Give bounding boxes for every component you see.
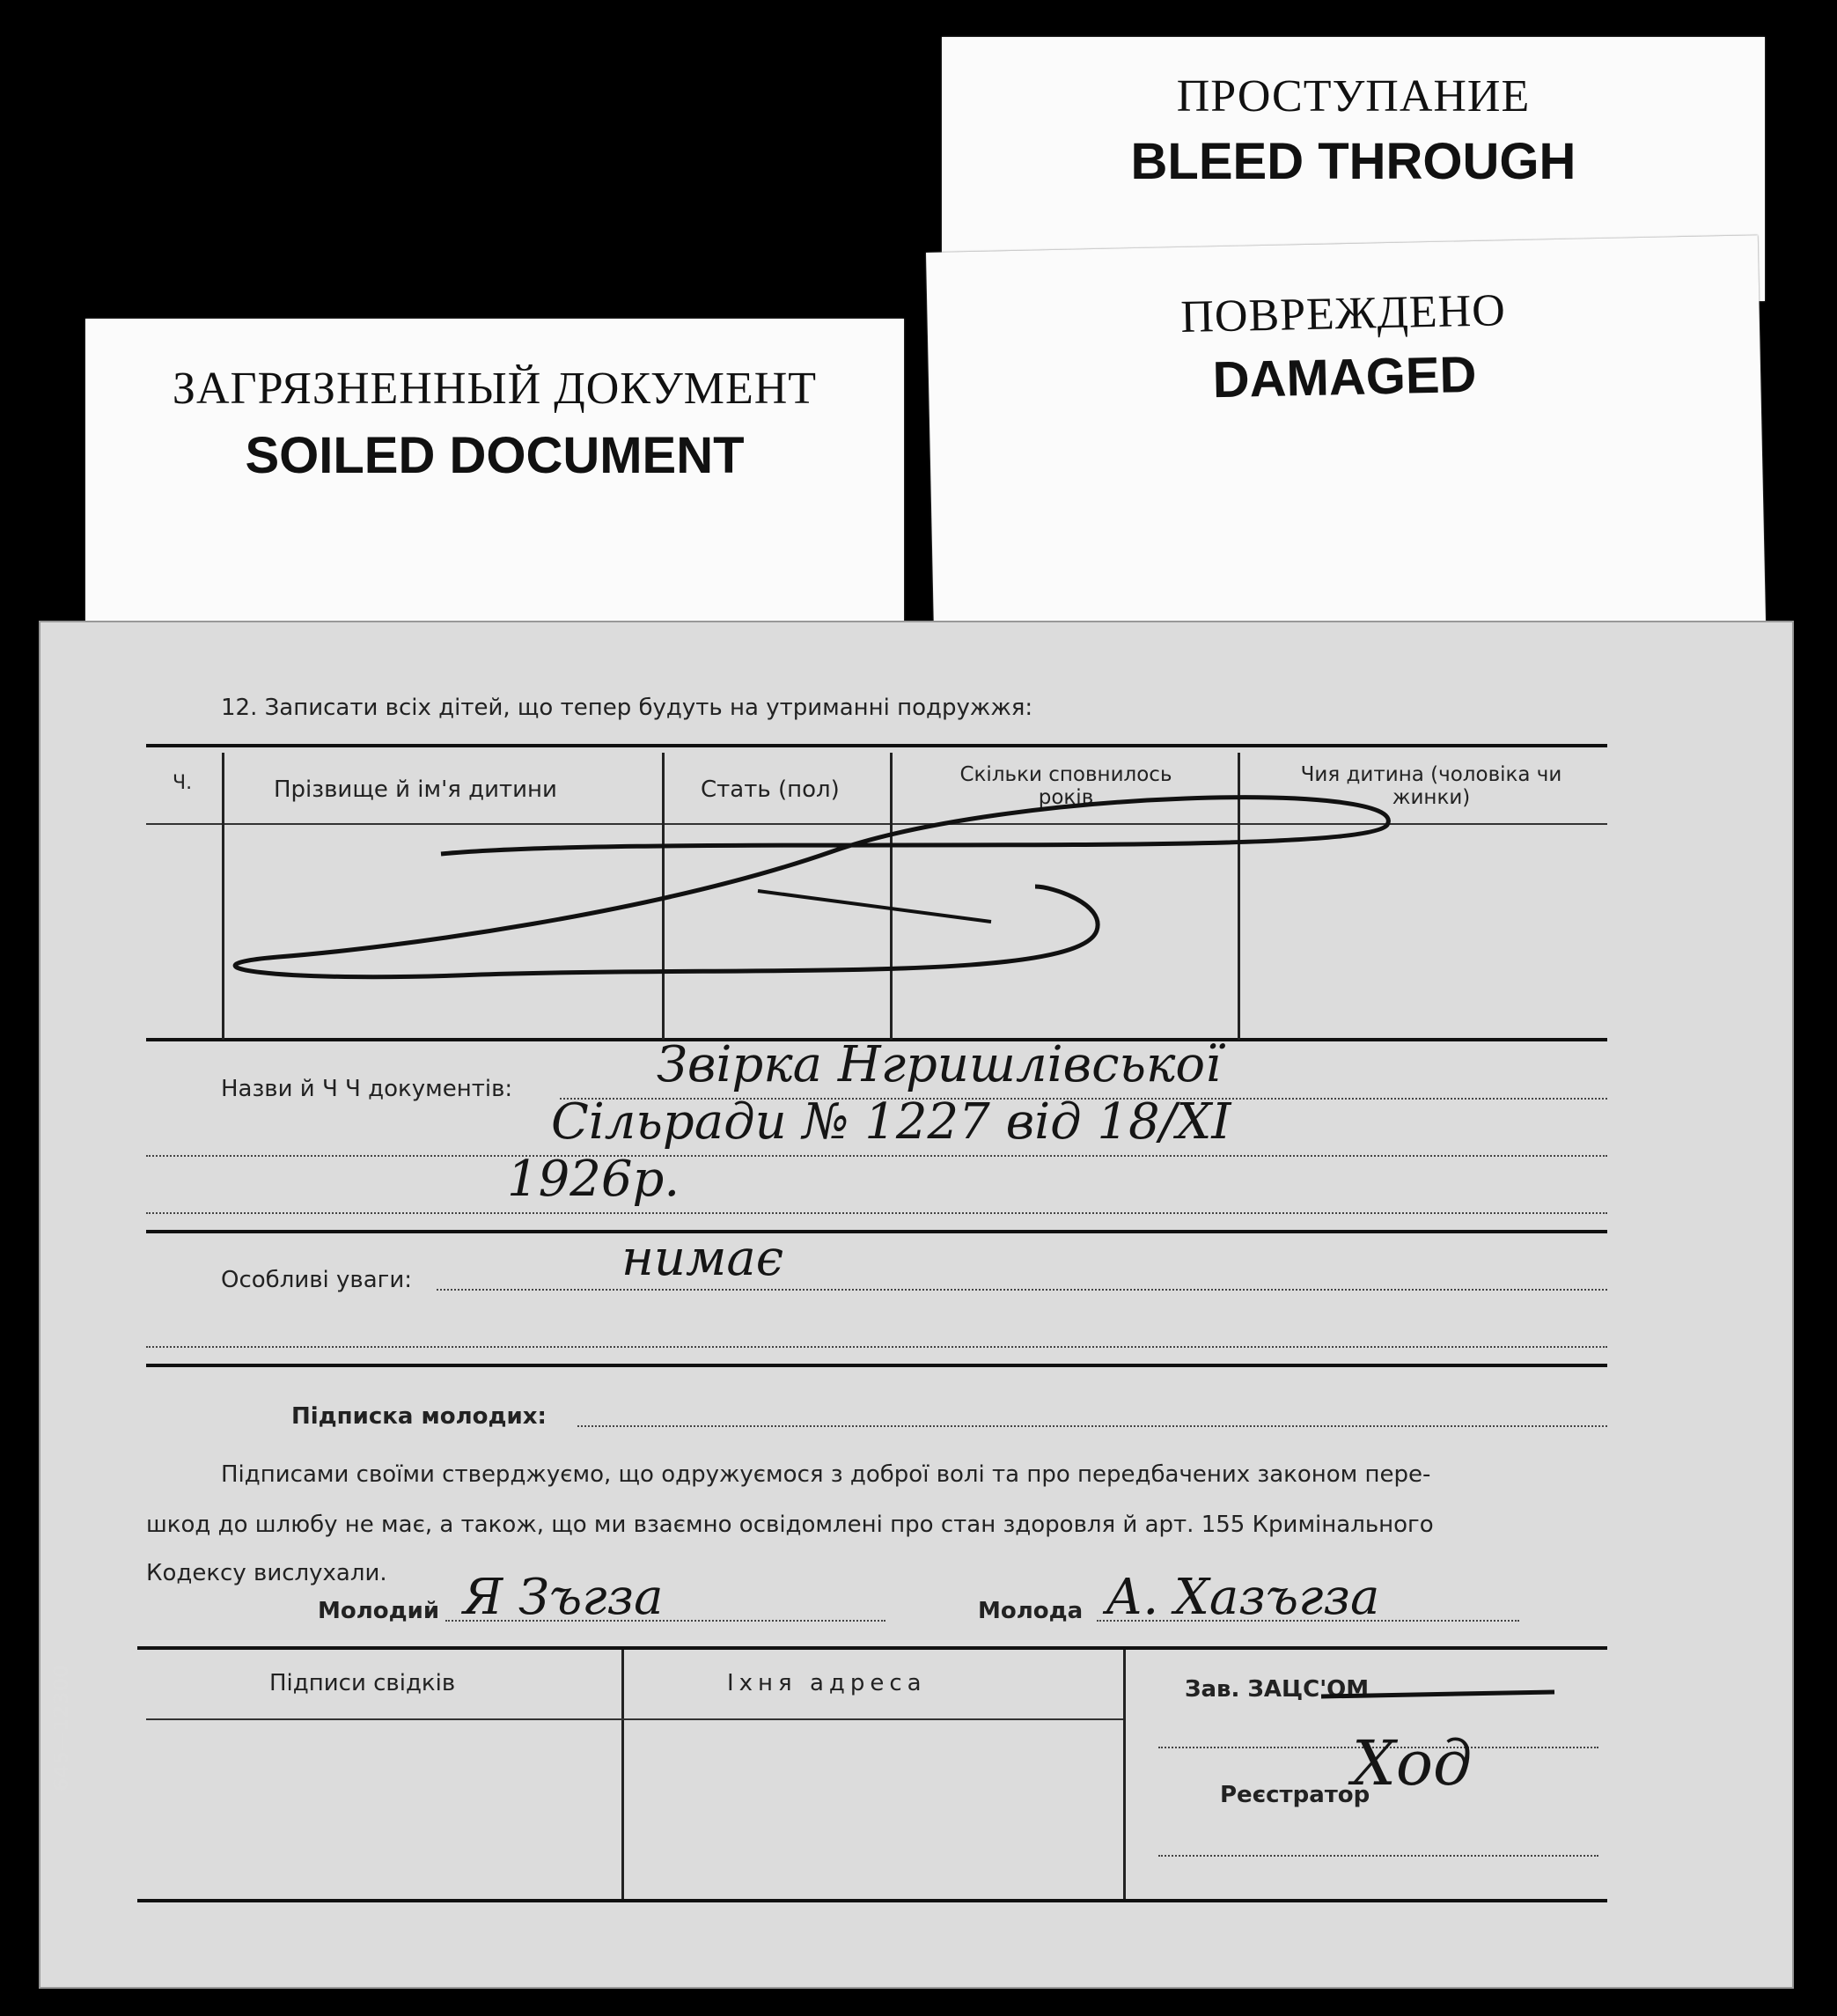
groom-label: Молодий — [318, 1598, 440, 1624]
damaged-en-label: DAMAGED — [1212, 345, 1478, 409]
pledge-text-1: Підписами своїми стверджуємо, що одружуємося з доброї волі та про передбачених законом пере- — [221, 1461, 1431, 1488]
header-whose-child: Чия дитина (чоловіка чи жинки) — [1300, 763, 1562, 809]
head-label: Зав. ЗАЦС'ОМ — [1185, 1676, 1370, 1703]
groom-signature: Я Зъгза — [463, 1569, 664, 1626]
marriage-record-form — [39, 621, 1794, 1989]
strike-through-scribble — [40, 622, 1792, 1987]
damaged-card — [926, 235, 1767, 666]
address-header: Іхня адреса — [727, 1670, 927, 1696]
side-code: 645—12300 — [51, 1664, 73, 1792]
documents-handwriting-1: Звірка Нгришлівської — [657, 1036, 1222, 1093]
bleed-en-label: BLEED THROUGH — [1130, 133, 1576, 190]
bride-signature: А. Хазъгза — [1106, 1569, 1380, 1626]
soiled-ru-label: ЗАГРЯЗНЕННЫЙ ДОКУМЕНТ — [172, 364, 818, 414]
bride-label: Молода — [978, 1598, 1084, 1624]
remarks-label: Особливі уваги: — [221, 1267, 412, 1293]
remarks-handwriting: нимає — [621, 1230, 784, 1287]
witnesses-header: Підписи свідків — [269, 1670, 456, 1696]
damaged-ru-label: ПОВРЕЖДЕНО — [1179, 285, 1507, 342]
documents-handwriting-3: 1926р. — [507, 1151, 680, 1208]
section-title: 12. Записати всіх дітей, що тепер будуть на утриманні подружжя: — [221, 695, 1033, 721]
documents-label: Назви й Ч Ч документів: — [221, 1076, 513, 1102]
header-sex: Стать (пол) — [701, 776, 840, 803]
header-number: Ч. — [173, 772, 193, 794]
pledge-text-3: Кодексу вислухали. — [146, 1560, 387, 1586]
soiled-en-label: SOILED DOCUMENT — [245, 427, 745, 484]
header-child-name: Прізвище й ім'я дитини — [274, 776, 557, 803]
header-age: Скільки сповнилось років — [959, 763, 1172, 809]
documents-handwriting-2: Сільради № 1227 від 18/XI — [551, 1093, 1231, 1151]
bleed-ru-label: ПРОСТУПАНИЕ — [1176, 71, 1531, 121]
pledge-title: Підписка молодих: — [291, 1403, 547, 1430]
registrar-label: Реєстратор — [1220, 1782, 1370, 1808]
registrar-signature: Ход — [1352, 1727, 1473, 1799]
pledge-text-2: шкод до шлюбу не має, а також, що ми взаємно освідомлені про стан здоровля й арт. 155 Кримінального — [146, 1512, 1434, 1538]
